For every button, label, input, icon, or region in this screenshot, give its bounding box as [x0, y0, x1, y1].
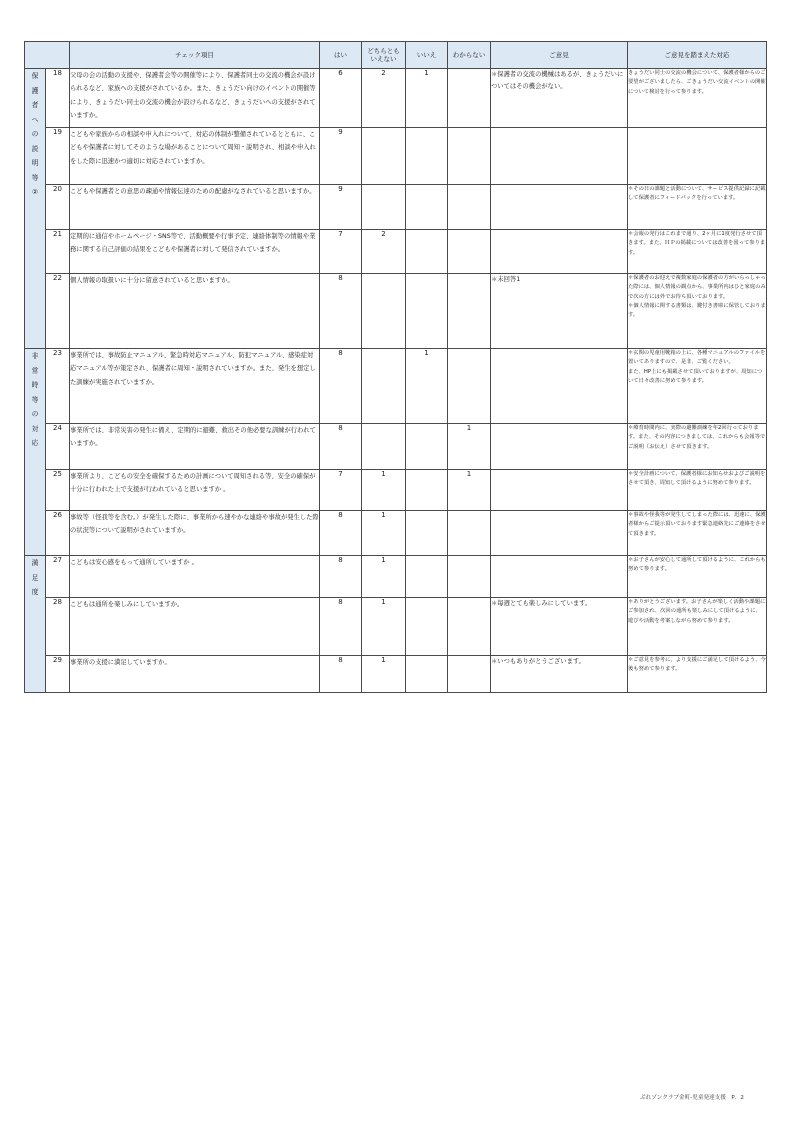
opinion-text — [491, 185, 628, 230]
count-unknown — [448, 511, 491, 556]
group-header — [25, 349, 46, 556]
opinion-text: ＊いつもありがとうございます。 — [491, 656, 628, 693]
count-no — [406, 230, 448, 274]
count-unknown: 1 — [448, 424, 491, 470]
opinion-text — [491, 128, 628, 185]
response-text: きょうだい同士の交流の機会について、保護者様からのご要望がございましたら、ごきょうだい交流イベントの開催について検討を行って参ります。 — [628, 69, 767, 128]
row-number: 28 — [46, 598, 70, 656]
count-yes: 7 — [320, 470, 362, 511]
group-header — [25, 556, 46, 693]
count-neither: 2 — [362, 230, 406, 274]
page-footer: ぷれゾンクラブ金町-児童発達支援 P．2 — [640, 1095, 744, 1101]
count-yes: 8 — [320, 349, 362, 424]
count-neither: 1 — [362, 598, 406, 656]
count-neither: 1 — [362, 511, 406, 556]
count-yes: 7 — [320, 230, 362, 274]
table-row — [25, 424, 767, 470]
table-row — [25, 128, 767, 185]
row-number: 25 — [46, 470, 70, 511]
table-row — [25, 69, 767, 128]
opinion-text: ＊毎週とても楽しみにしています。 — [491, 598, 628, 656]
table-row — [25, 556, 767, 598]
check-item-text: こどもは通所を楽しみにしていますか。 — [70, 598, 320, 656]
table-row — [25, 511, 767, 556]
opinion-text — [491, 511, 628, 556]
table-body — [25, 69, 767, 693]
count-neither — [362, 424, 406, 470]
count-unknown — [448, 128, 491, 185]
response-text: ＊ありがとうございます。お子さんが楽しく活動や課題にご参加され、次回の通所も楽しみにして頂けるように、遊びや活動を考案しながら努めて参ります。 — [628, 598, 767, 656]
row-number: 29 — [46, 656, 70, 693]
header-check-item: チェック項目 — [70, 42, 320, 69]
count-no — [406, 274, 448, 349]
table-row — [25, 185, 767, 230]
row-number: 21 — [46, 230, 70, 274]
count-no — [406, 128, 448, 185]
evaluation-table — [24, 41, 767, 693]
count-unknown — [448, 230, 491, 274]
count-unknown — [448, 185, 491, 230]
response-text: ＊安全計画について、保護者様にお知らせおよびご説明をさせて頂き、周知して頂けるように努めて参ります。 — [628, 470, 767, 511]
count-yes: 8 — [320, 424, 362, 470]
count-unknown — [448, 274, 491, 349]
count-no — [406, 598, 448, 656]
response-text: ＊会報の発行はこれまで通り、2ヶ月に1度発行させて頂きます。また、ＨＰの掲載については改善を図って参ります。 — [628, 230, 767, 274]
count-yes: 8 — [320, 556, 362, 598]
count-yes: 8 — [320, 598, 362, 656]
table-row — [25, 274, 767, 349]
table-row — [25, 230, 767, 274]
check-item-text: 事業所より、こどもの安全を確保するための計画について周知される等、安全の確保が十分に行われた上で支援が行われていると思いますか 。 — [70, 470, 320, 511]
check-item-text: 事故等（怪我等を含む。）が発生した際に、事業所から速やかな連絡や事故が発生した際の状況等について説明がされていますか。 — [70, 511, 320, 556]
check-item-text: 個人情報の取扱いに十分に留意されていると思いますか。 — [70, 274, 320, 349]
count-no — [406, 470, 448, 511]
count-unknown — [448, 349, 491, 424]
count-neither — [362, 128, 406, 185]
check-item-text: こどもや保護者との意思の疎通や情報伝達のための配慮がなされていると思いますか。 — [70, 185, 320, 230]
opinion-text — [491, 349, 628, 424]
header-no: いいえ — [406, 42, 448, 69]
table-row — [25, 656, 767, 693]
row-number: 27 — [46, 556, 70, 598]
row-number: 18 — [46, 69, 70, 128]
response-text: ＊療育時間内に、実際の避難訓練を年2回行っております。また、その内容につきましては、これからも会報等でご説明（お伝え）させて頂きます。 — [628, 424, 767, 470]
count-no — [406, 511, 448, 556]
opinion-text: ＊保護者の交流の機械はあるが、きょうだいについてはその機会がない。 — [491, 69, 628, 128]
response-text: ＊玄関の児童用靴箱の上に、各種マニュアルのファイルを置いてありますので、是非、ご覧ください。 また、HP上にも掲載させて頂いておりますが、周知について日々改善に努めて参ります。 — [628, 349, 767, 424]
opinion-text — [491, 470, 628, 511]
group-label: 保護者への説明等② — [31, 72, 39, 196]
opinion-text: ＊未回答1 — [491, 274, 628, 349]
response-text: ＊お子さんが安心して通所して頂けるように、これからも努めて参ります。 — [628, 556, 767, 598]
header-corner — [25, 42, 70, 69]
count-neither: 1 — [362, 656, 406, 693]
count-neither: 1 — [362, 556, 406, 598]
row-number: 24 — [46, 424, 70, 470]
check-item-text: こどもは安心感をもって通所していますか 。 — [70, 556, 320, 598]
count-unknown — [448, 556, 491, 598]
header-neither: どちらとも いえない — [362, 42, 406, 69]
opinion-text — [491, 556, 628, 598]
check-item-text: 事業所では、非常災害の発生に備え、定期的に避難、救出その他必要な訓練が行われていますか。 — [70, 424, 320, 470]
count-no — [406, 424, 448, 470]
table-row — [25, 349, 767, 424]
row-number: 20 — [46, 185, 70, 230]
row-number: 22 — [46, 274, 70, 349]
row-number: 23 — [46, 349, 70, 424]
count-no: 1 — [406, 349, 448, 424]
count-no — [406, 185, 448, 230]
table-row — [25, 470, 767, 511]
count-unknown: 1 — [448, 470, 491, 511]
count-yes: 6 — [320, 69, 362, 128]
table-header-row — [25, 42, 767, 69]
count-yes: 9 — [320, 185, 362, 230]
count-yes: 8 — [320, 511, 362, 556]
count-no — [406, 656, 448, 693]
response-text: ＊ご意見を参考に、より支援にご満足して頂けるよう、今後も努めて参ります。 — [628, 656, 767, 693]
count-neither — [362, 185, 406, 230]
header-yes: はい — [320, 42, 362, 69]
response-text: ＊その日の課題と活動について、サービス提供記録に記載して保護者にフィードバックを行っています。 — [628, 185, 767, 230]
row-number: 19 — [46, 128, 70, 185]
group-label: 非常時等の対応 — [31, 352, 39, 447]
check-item-text: こどもや家族からの相談や申入れについて、対応の体制が整備されているとともに、こどもや保護者に対してそのような場があることについて周知・説明され、相談や申入れをした際に迅速かつ適切に対応されていますか。 — [70, 128, 320, 185]
opinion-text — [491, 230, 628, 274]
check-item-text: 定期的に通信やホームページ・SNS等で、活動概要や行事予定、連絡体制等の情報や業務に関する自己評価の結果をこどもや保護者に対して発信されていますか。 — [70, 230, 320, 274]
count-no: 1 — [406, 69, 448, 128]
response-text — [628, 128, 767, 185]
group-label: 満足度 — [31, 559, 39, 596]
response-text: ＊事故や怪我等が発生してしまった際には、迅速に、保護者様からご提示頂いております緊急連絡先にご連絡をさせて頂きます。 — [628, 511, 767, 556]
count-unknown — [448, 656, 491, 693]
check-item-text: 事業所の支援に満足していますか。 — [70, 656, 320, 693]
count-yes: 9 — [320, 128, 362, 185]
count-neither: 2 — [362, 69, 406, 128]
count-neither — [362, 274, 406, 349]
count-unknown — [448, 598, 491, 656]
count-neither — [362, 349, 406, 424]
count-unknown — [448, 69, 491, 128]
table-row — [25, 598, 767, 656]
group-header — [25, 69, 46, 349]
row-number: 26 — [46, 511, 70, 556]
opinion-text — [491, 424, 628, 470]
header-unknown: わからない — [448, 42, 491, 69]
check-item-text: 父母の会の活動の支援や、保護者会等の開催等により、保護者同士の交流の機会が設けられるなど、家族への支援がされているか。また、きょうだい向けのイベントの開催等により、きょうだい同士の交流の機会が設けられるなど、きょうだいへの支援がされていますか。 — [70, 69, 320, 128]
count-yes: 8 — [320, 656, 362, 693]
count-yes: 8 — [320, 274, 362, 349]
response-text: ＊保護者のお迎えで複数家庭の保護者の方がいらっしゃった際には、個人情報の観点から、事業所内はひと家庭のみで次の方には外でお待ち頂いております。 ＊個人情報に関する書類は、鍵付き書庫に保管しております。 — [628, 274, 767, 349]
header-opinion: ご意見 — [491, 42, 628, 69]
count-no — [406, 556, 448, 598]
header-response: ご意見を踏まえた対応 — [628, 42, 767, 69]
check-item-text: 事業所では、事故防止マニュアル、緊急時対応マニュアル、防犯マニュアル、感染症対応マニュアル等が策定され、保護者に周知・説明されていますか。また、発生を想定した訓練が実施されていますか。 — [70, 349, 320, 424]
count-neither: 1 — [362, 470, 406, 511]
